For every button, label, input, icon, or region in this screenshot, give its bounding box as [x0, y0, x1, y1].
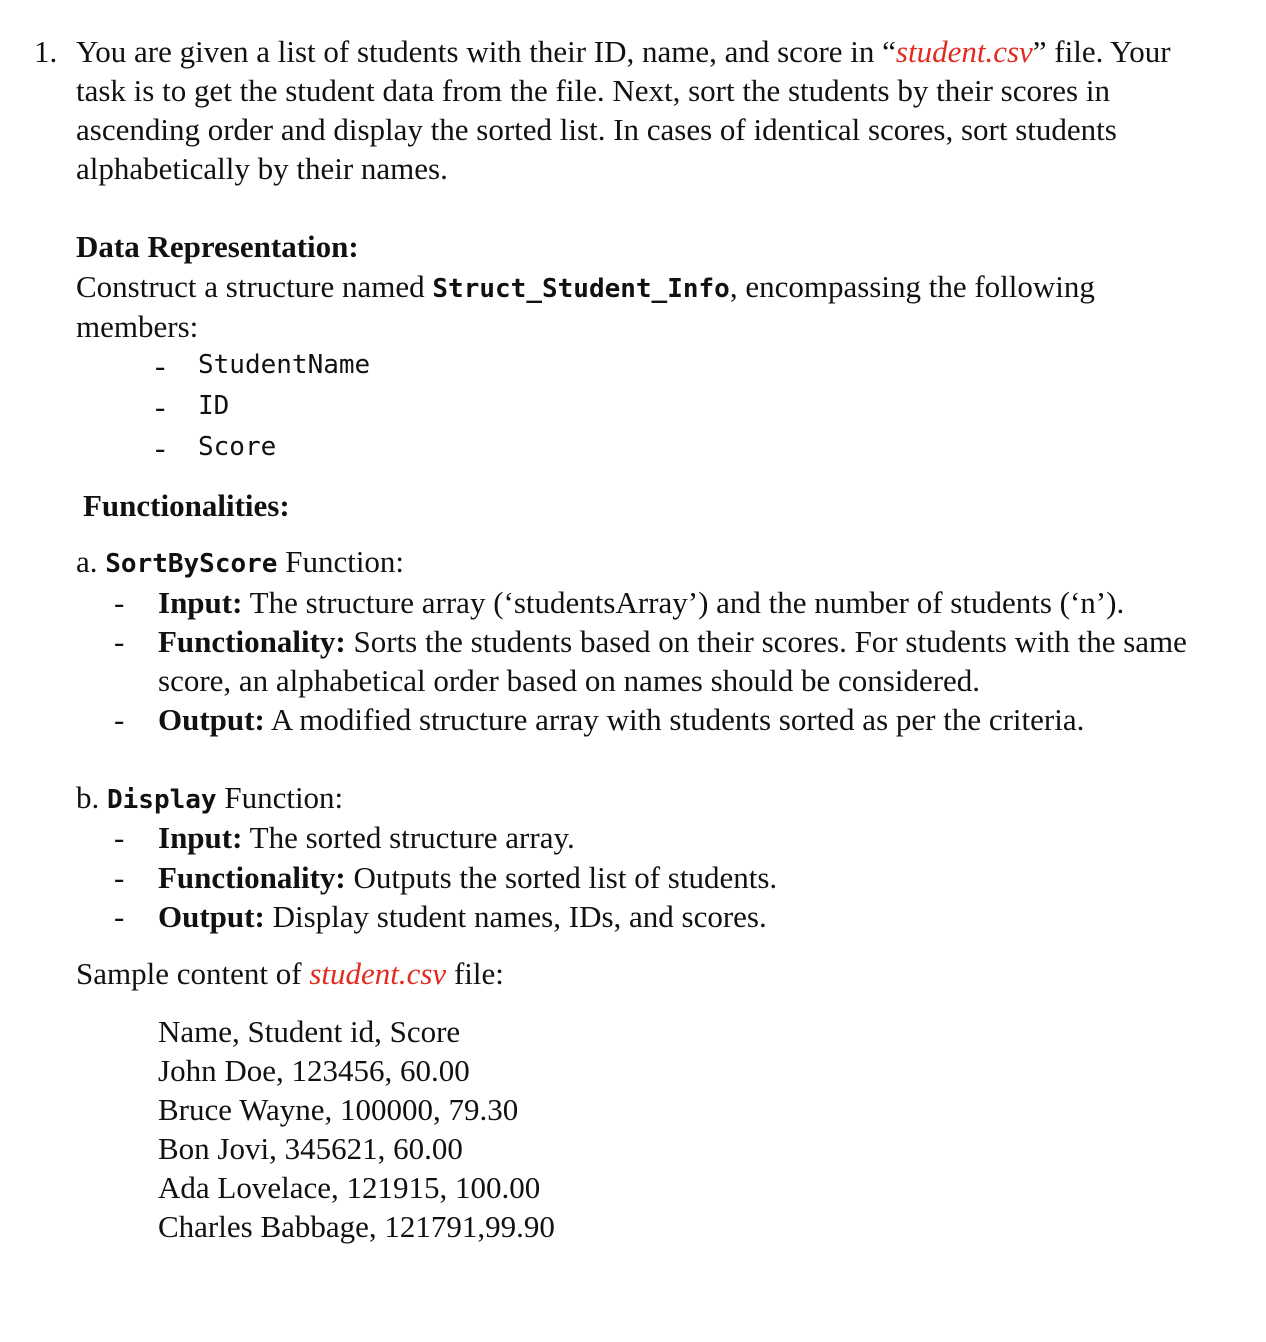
functionality-text: Outputs the sorted list of students. [345, 860, 778, 895]
function-b-prefix: b. [76, 780, 107, 815]
bullet-dash: - [155, 389, 166, 424]
question-text-end: ” file. Your [1032, 34, 1171, 69]
data-representation-line-1 [76, 267, 1095, 309]
question-line-2: task is to get the student data from the file. Next, sort the students by their scores in [76, 73, 1110, 108]
sample-line: John Doe, 123456, 60.00 [158, 1053, 470, 1088]
function-b-suffix: Function: [216, 780, 344, 815]
function-a-functionality-cont: score, an alphabetical order based on names should be considered. [158, 663, 981, 698]
sample-line: Name, Student id, Score [158, 1014, 461, 1049]
bullet-dash: - [114, 585, 125, 620]
function-b-input [158, 818, 575, 857]
bullet-dash: - [114, 702, 125, 737]
functionality-label: Functionality: [158, 860, 346, 895]
data-representation-heading: Data Representation: [76, 229, 359, 264]
functionality-text: Sorts the students based on their scores. For students with the same [345, 624, 1187, 659]
function-a-input [158, 583, 1124, 622]
function-b-output [158, 897, 767, 936]
bullet-dash: - [155, 348, 166, 383]
sample-line: Bon Jovi, 345621, 60.00 [158, 1131, 463, 1166]
question-line-1 [76, 32, 1171, 71]
sample-filename: student.csv [309, 956, 447, 991]
question-number: 1. [34, 34, 58, 69]
bullet-dash: - [155, 430, 166, 465]
member-item: ID [198, 391, 230, 421]
output-text: Display student names, IDs, and scores. [264, 899, 767, 934]
question-line-4: alphabetically by their names. [76, 151, 448, 186]
function-a-title [76, 542, 404, 584]
bullet-dash: - [114, 624, 125, 659]
input-label: Input: [158, 585, 243, 620]
functionality-label: Functionality: [158, 624, 346, 659]
struct-name: Struct_Student_Info [432, 274, 730, 304]
sample-line: Bruce Wayne, 100000, 79.30 [158, 1092, 519, 1127]
sample-post: file: [446, 956, 504, 991]
sample-pre: Sample content of [76, 956, 310, 991]
function-b-name: Display [107, 785, 217, 815]
output-label: Output: [158, 702, 265, 737]
function-a-functionality [158, 622, 1187, 661]
input-text: The structure array (‘studentsArray’) and the number of students (‘n’). [242, 585, 1125, 620]
filename-highlight: student.csv [895, 34, 1033, 69]
function-a-name: SortByScore [105, 549, 278, 579]
input-label: Input: [158, 820, 243, 855]
bullet-dash: - [114, 860, 125, 895]
function-b-title [76, 778, 343, 820]
sample-line: Charles Babbage, 121791,99.90 [158, 1209, 555, 1244]
function-a-output [158, 700, 1084, 739]
output-label: Output: [158, 899, 265, 934]
function-a-suffix: Function: [277, 544, 405, 579]
member-item: Score [198, 432, 277, 462]
output-text: A modified structure array with students sorted as per the criteria. [264, 702, 1085, 737]
sample-heading [76, 954, 504, 993]
function-a-prefix: a. [76, 544, 106, 579]
dr-text: Construct a structure named [76, 269, 433, 304]
dr-text-end: , encompassing the following [729, 269, 1095, 304]
function-b-functionality [158, 858, 777, 897]
input-text: The sorted structure array. [242, 820, 575, 855]
question-line-3: ascending order and display the sorted list. In cases of identical scores, sort students [76, 112, 1117, 147]
question-text: You are given a list of students with their ID, name, and score in “ [76, 34, 896, 69]
bullet-dash: - [114, 899, 125, 934]
sample-line: Ada Lovelace, 121915, 100.00 [158, 1170, 541, 1205]
bullet-dash: - [114, 820, 125, 855]
member-item: StudentName [198, 350, 371, 380]
data-representation-line-2: members: [76, 309, 199, 344]
functionalities-heading: Functionalities: [83, 488, 290, 523]
